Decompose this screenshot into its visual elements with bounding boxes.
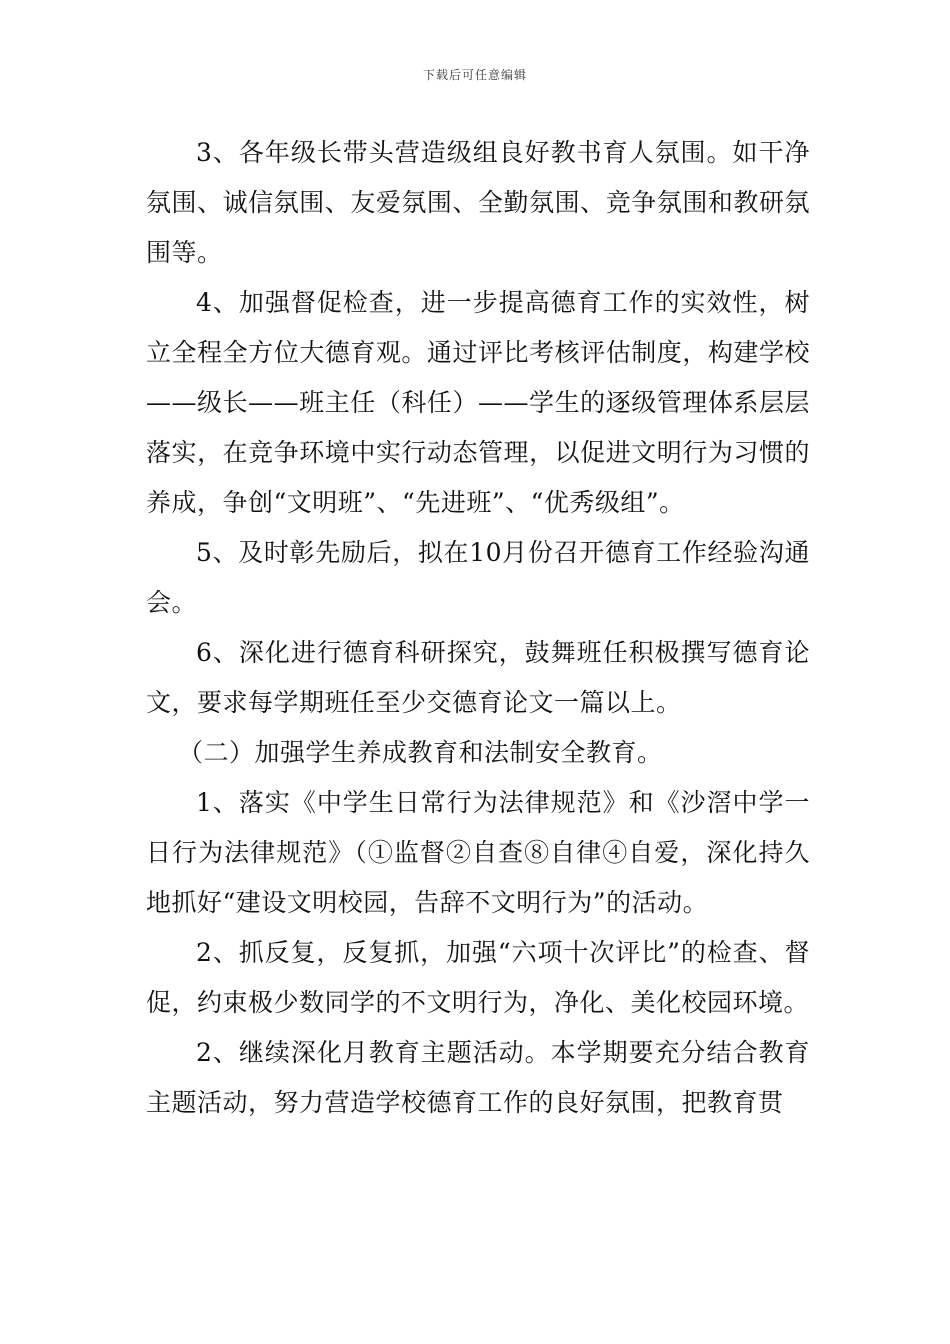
paragraph-item-2: 2、抓反复，反复抓，加强“六项十次评比”的检查、督促，约束极少数同学的不文明行为，净化、美化校园环境。: [146, 938, 810, 1017]
paragraph-item-6: 6、深化进行德育科研探究，鼓舞班任积极撰写德育论文，要求每学期班任至少交德育论文一篇以上。: [146, 638, 810, 717]
paragraph-item-3: 3、各年级长带头营造级组良好教书育人氛围。如干净氛围、诚信氛围、友爱氛围、全勤氛围、竞争氛围和教研氛围等。: [146, 138, 810, 267]
paragraph-item-4: 4、加强督促检查，进一步提高德育工作的实效性，树立全程全方位大德育观。通过评比考核评估制度，构建学校——级长——班主任（科任）——学生的逐级管理体系层层落实，在竞争环境中实行动态管理，以促进文明行为习惯的养成，争创“文明班”、“先进班”、“优秀级组”。: [146, 288, 810, 517]
page-header-note: 下载后可任意编辑: [422, 68, 527, 82]
section-heading-two: （二）加强学生养成教育和法制安全教育。: [178, 738, 663, 767]
paragraph-item-5: 5、及时彰先励后，拟在10月份召开德育工作经验沟通会。: [146, 538, 810, 617]
document-body: [146, 128, 810, 1128]
paragraph-item-1: 1、落实《中学生日常行为法律规范》和《沙滘中学一日行为法律规范》（①监督②自查⑧自律④自爱，深化持久地抓好“建设文明校园，告辞不文明行为”的活动。: [146, 788, 810, 917]
paragraph-item-2b: 2、继续深化月教育主题活动。本学期要充分结合教育主题活动，努力营造学校德育工作的良好氛围，把教育贯: [146, 1038, 810, 1117]
